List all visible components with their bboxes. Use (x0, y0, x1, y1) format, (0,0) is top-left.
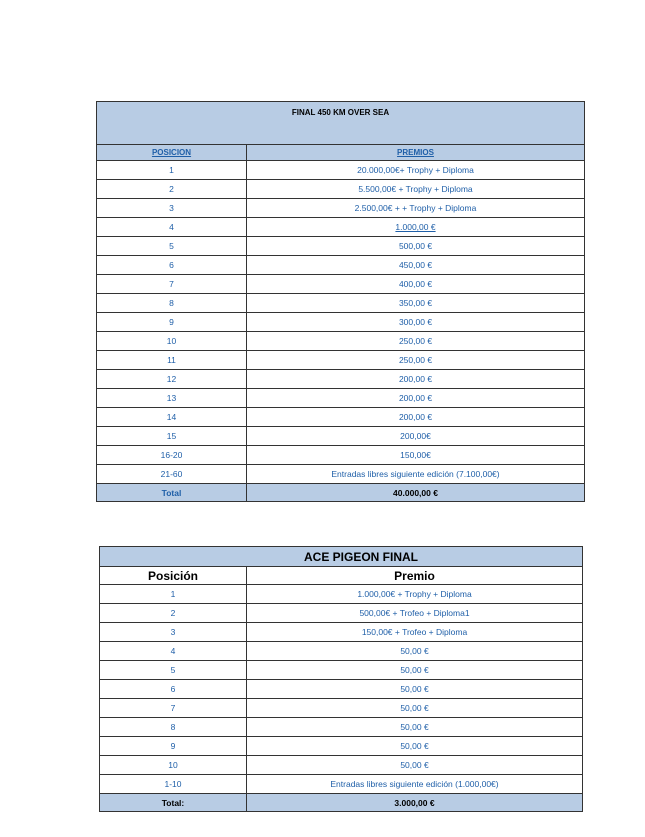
final-450km-table-body (97, 102, 585, 502)
table-row (100, 642, 583, 661)
table-row (100, 718, 583, 737)
position-column-header: POSICION (97, 145, 247, 161)
position-cell: 10 (97, 332, 247, 351)
position-cell: 9 (100, 737, 247, 756)
prize-cell: 5.500,00€ + Trophy + Diploma (247, 180, 585, 199)
table-title-row (97, 102, 585, 145)
prize-column-header: PREMIOS (247, 145, 585, 161)
total-label: Total (97, 484, 247, 502)
table-title-row (100, 547, 583, 567)
table-row (100, 756, 583, 775)
table-row (97, 465, 585, 484)
ace-pigeon-prize-table (99, 546, 583, 812)
table-row (97, 408, 585, 427)
prize-cell: 150,00€ (247, 446, 585, 465)
prize-cell: 1.000,00€ + Trophy + Diploma (247, 585, 583, 604)
table-row (97, 446, 585, 465)
prize-cell: 300,00 € (247, 313, 585, 332)
prize-cell: 50,00 € (247, 661, 583, 680)
table-row (97, 161, 585, 180)
position-cell: 5 (97, 237, 247, 256)
table-row (97, 332, 585, 351)
position-column-header: Posición (100, 567, 247, 585)
prize-cell: 150,00€ + Trofeo + Diploma (247, 623, 583, 642)
position-cell: 2 (100, 604, 247, 623)
prize-cell: 500,00 € (247, 237, 585, 256)
table-title: ACE PIGEON FINAL (100, 547, 583, 567)
total-value: 40.000,00 € (247, 484, 585, 502)
table-row (100, 623, 583, 642)
table-row (97, 370, 585, 389)
table-total-row (100, 794, 583, 812)
prize-cell: 2.500,00€ + + Trophy + Diploma (247, 199, 585, 218)
position-cell: 4 (100, 642, 247, 661)
table-row (100, 661, 583, 680)
table-row (97, 237, 585, 256)
prize-cell: 350,00 € (247, 294, 585, 313)
table-header-row (100, 567, 583, 585)
prize-cell: 50,00 € (247, 699, 583, 718)
position-cell: 9 (97, 313, 247, 332)
prize-cell: 500,00€ + Trofeo + Diploma1 (247, 604, 583, 623)
prize-cell: 1.000,00 € (247, 218, 585, 237)
position-cell: 3 (100, 623, 247, 642)
table-row (100, 680, 583, 699)
position-cell: 10 (100, 756, 247, 775)
table-row (97, 427, 585, 446)
prize-cell: 200,00 € (247, 370, 585, 389)
position-cell: 14 (97, 408, 247, 427)
position-cell: 6 (97, 256, 247, 275)
position-cell: 1 (97, 161, 247, 180)
position-cell: 2 (97, 180, 247, 199)
ace-pigeon-table-body (100, 547, 583, 812)
prize-cell: 200,00€ (247, 427, 585, 446)
table-header-row (97, 145, 585, 161)
prize-cell: 50,00 € (247, 756, 583, 775)
position-cell: 21-60 (97, 465, 247, 484)
table-row (97, 256, 585, 275)
table-row (97, 275, 585, 294)
position-cell: 8 (97, 294, 247, 313)
position-cell: 5 (100, 661, 247, 680)
position-cell: 4 (97, 218, 247, 237)
table-row (97, 389, 585, 408)
prize-cell: 200,00 € (247, 389, 585, 408)
prize-cell: 20.000,00€+ Trophy + Diploma (247, 161, 585, 180)
prize-cell: 50,00 € (247, 642, 583, 661)
position-cell: 1-10 (100, 775, 247, 794)
position-cell: 7 (100, 699, 247, 718)
table-row (100, 585, 583, 604)
table-row (97, 351, 585, 370)
prize-cell: 400,00 € (247, 275, 585, 294)
table-row (100, 737, 583, 756)
total-value: 3.000,00 € (247, 794, 583, 812)
position-cell: 11 (97, 351, 247, 370)
table-row (100, 699, 583, 718)
prize-cell: Entradas libres siguiente edición (1.000,00€) (247, 775, 583, 794)
position-cell: 13 (97, 389, 247, 408)
position-cell: 8 (100, 718, 247, 737)
position-cell: 12 (97, 370, 247, 389)
prize-cell: 250,00 € (247, 332, 585, 351)
position-cell: 1 (100, 585, 247, 604)
table-row (97, 294, 585, 313)
prize-cell: Entradas libres siguiente edición (7.100,00€) (247, 465, 585, 484)
position-cell: 6 (100, 680, 247, 699)
position-cell: 7 (97, 275, 247, 294)
prize-column-header: Premio (247, 567, 583, 585)
position-cell: 3 (97, 199, 247, 218)
table-row (97, 218, 585, 237)
prize-cell: 50,00 € (247, 718, 583, 737)
table-row (97, 199, 585, 218)
final-450km-prize-table (96, 101, 585, 502)
table-row (100, 775, 583, 794)
position-cell: 16-20 (97, 446, 247, 465)
prize-cell: 50,00 € (247, 737, 583, 756)
table-row (100, 604, 583, 623)
prize-cell: 200,00 € (247, 408, 585, 427)
table-row (97, 180, 585, 199)
table-total-row (97, 484, 585, 502)
position-cell: 15 (97, 427, 247, 446)
prize-cell: 250,00 € (247, 351, 585, 370)
prize-cell: 50,00 € (247, 680, 583, 699)
total-label: Total: (100, 794, 247, 812)
prize-cell: 450,00 € (247, 256, 585, 275)
table-title: FINAL 450 KM OVER SEA (97, 102, 585, 145)
table-row (97, 313, 585, 332)
